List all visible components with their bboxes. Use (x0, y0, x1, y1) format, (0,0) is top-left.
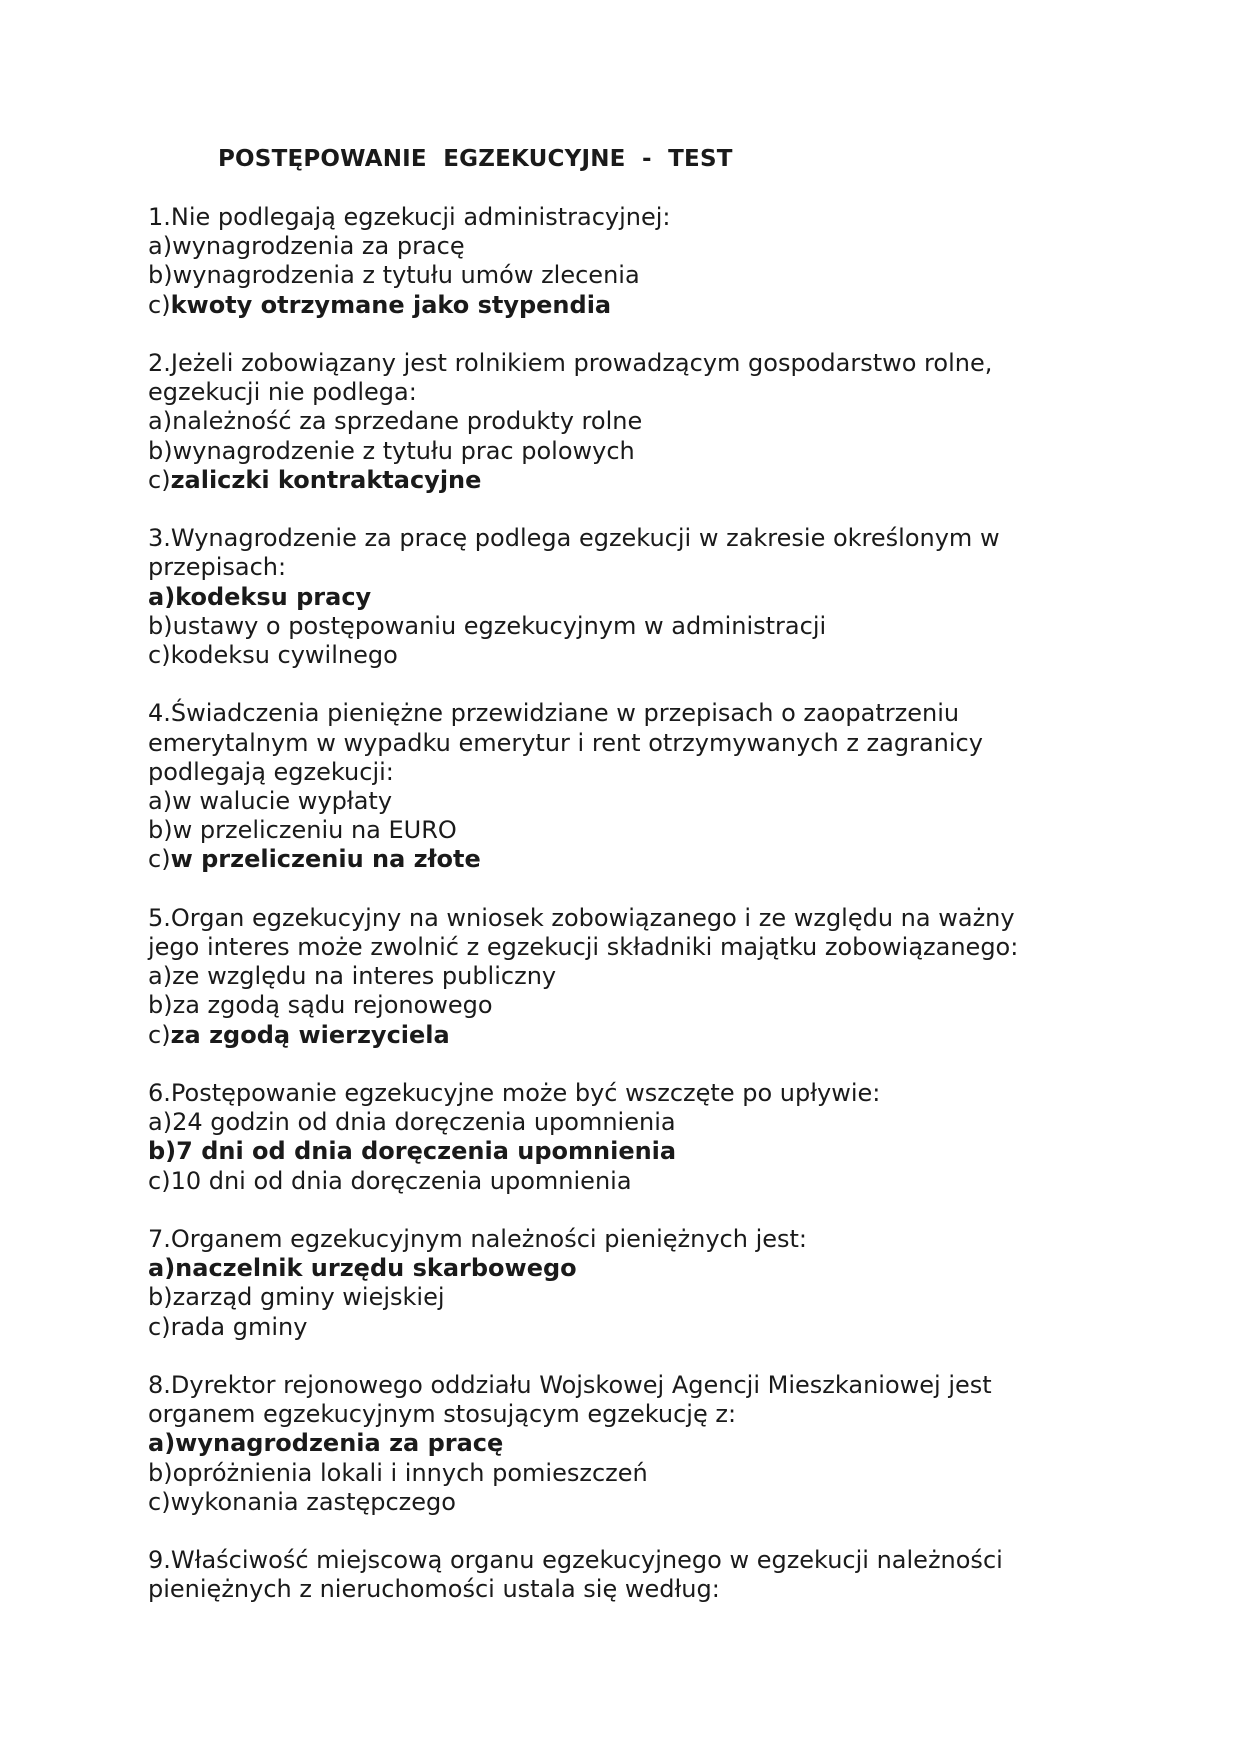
option-text: kwoty otrzymane jako stypendia (170, 290, 612, 319)
option-text: w przeliczeniu na EURO (172, 816, 457, 845)
answer-option (148, 787, 1098, 816)
option-letter: a) (148, 232, 173, 261)
option-text: 10 dni od dnia doręczenia upomnienia (170, 1166, 632, 1195)
answer-option (148, 407, 1098, 436)
answer-option (148, 1488, 1098, 1517)
option-text: za zgodą wierzyciela (170, 1020, 450, 1049)
answer-option (148, 991, 1098, 1020)
question-text: 7.Organem egzekucyjnym należności pieniężnych jest: (148, 1225, 808, 1254)
question-1 (148, 203, 1098, 320)
option-text: 24 godzin od dnia doręczenia upomnienia (172, 1108, 676, 1137)
answer-option (148, 612, 1098, 641)
option-letter: a) (148, 407, 173, 436)
option-text: wynagrodzenia za pracę (175, 1429, 504, 1458)
question-text: pieniężnych z nieruchomości ustala się według: (148, 1575, 720, 1604)
question-text: przepisach: (148, 553, 287, 582)
option-text: kodeksu cywilnego (170, 641, 398, 670)
question-text: emerytalnym w wypadku emerytur i rent otrzymywanych z zagranicy (148, 728, 983, 757)
option-letter: c) (148, 1312, 171, 1341)
question-text: 1.Nie podlegają egzekucji administracyjnej: (148, 203, 671, 231)
option-letter: a) (148, 787, 173, 816)
question-text: 8.Dyrektor rejonowego oddziału Wojskowej Agencji Mieszkaniowej jest (148, 1371, 992, 1400)
question-text: egzekucji nie podlega: (148, 378, 417, 407)
option-text: należność za sprzedane produkty rolne (172, 407, 643, 436)
question-3 (148, 524, 1098, 670)
answer-option (148, 1283, 1098, 1312)
answer-option (148, 1459, 1098, 1488)
option-letter: c) (148, 1166, 171, 1195)
option-text: ustawy o postępowaniu egzekucyjnym w administracji (172, 611, 827, 640)
answer-option-correct (148, 1254, 1098, 1283)
question-7 (148, 1225, 1098, 1342)
option-letter: c) (148, 1020, 171, 1049)
question-2 (148, 349, 1098, 495)
answer-option-correct (148, 1137, 1098, 1166)
question-list (148, 203, 1098, 1634)
question-text: 9.Właściwość miejscową organu egzekucyjnego w egzekucji należności (148, 1546, 1003, 1575)
option-letter: a) (148, 1254, 176, 1283)
answer-option (148, 641, 1098, 670)
option-text: 7 dni od dnia doręczenia upomnienia (176, 1137, 677, 1166)
question-6 (148, 1079, 1098, 1196)
option-letter: c) (148, 1487, 171, 1516)
option-text: kodeksu pracy (175, 582, 372, 611)
option-text: wykonania zastępczego (170, 1487, 456, 1516)
option-letter: c) (148, 290, 171, 319)
answer-option (148, 232, 1098, 261)
option-text: wynagrodzenie z tytułu prac polowych (172, 436, 635, 465)
option-letter: a) (148, 962, 173, 991)
answer-option (148, 816, 1098, 845)
answer-option (148, 1108, 1098, 1137)
answer-option (148, 437, 1098, 466)
answer-option (148, 1313, 1098, 1342)
document-title: POSTĘPOWANIE EGZEKUCYJNE - TEST (218, 146, 733, 172)
answer-option-correct (148, 1021, 1098, 1050)
option-letter: b) (148, 1283, 173, 1312)
question-text: 5.Organ egzekucyjny na wniosek zobowiązanego i ze względu na ważny (148, 903, 1015, 932)
option-letter: c) (148, 845, 171, 874)
option-text: w walucie wypłaty (172, 787, 393, 816)
answer-option-correct (148, 466, 1098, 495)
option-text: zaliczki kontraktacyjne (170, 465, 482, 494)
option-letter: c) (148, 641, 171, 670)
option-letter: a) (148, 1429, 176, 1458)
answer-option-correct (148, 583, 1098, 612)
option-letter: b) (148, 1458, 173, 1487)
option-letter: b) (148, 1137, 177, 1166)
option-letter: b) (148, 816, 173, 845)
option-letter: c) (148, 465, 171, 494)
question-8 (148, 1371, 1098, 1517)
option-letter: a) (148, 1108, 173, 1137)
option-text: za zgodą sądu rejonowego (172, 991, 493, 1020)
question-5 (148, 904, 1098, 1050)
question-4 (148, 699, 1098, 874)
answer-option (148, 1167, 1098, 1196)
option-letter: b) (148, 991, 173, 1020)
question-9 (148, 1546, 1098, 1604)
question-text: 2.Jeżeli zobowiązany jest rolnikiem prowadzącym gospodarstwo rolne, (148, 349, 993, 377)
option-letter: b) (148, 436, 173, 465)
answer-option (148, 261, 1098, 290)
option-letter: b) (148, 611, 173, 640)
question-text: 6.Postępowanie egzekucyjne może być wszczęte po upływie: (148, 1079, 881, 1108)
answer-option-correct (148, 1429, 1098, 1458)
option-text: ze względu na interes publiczny (172, 962, 557, 991)
answer-option-correct (148, 291, 1098, 320)
option-text: opróżnienia lokali i innych pomieszczeń (172, 1458, 648, 1487)
answer-option (148, 962, 1098, 991)
option-letter: a) (148, 582, 176, 611)
option-text: wynagrodzenia za pracę (172, 232, 465, 261)
answer-option-correct (148, 845, 1098, 874)
option-letter: b) (148, 261, 173, 290)
question-text: podlegają egzekucji: (148, 757, 394, 786)
question-text: jego interes może zwolnić z egzekucji składniki majątku zobowiązanego: (148, 933, 1019, 962)
option-text: wynagrodzenia z tytułu umów zlecenia (172, 261, 640, 290)
question-text: 3.Wynagrodzenie za pracę podlega egzekucji w zakresie określonym w (148, 524, 1000, 553)
question-text: organem egzekucyjnym stosującym egzekucję z: (148, 1400, 737, 1429)
option-text: naczelnik urzędu skarbowego (175, 1254, 577, 1283)
option-text: rada gminy (170, 1312, 308, 1341)
option-text: zarząd gminy wiejskiej (172, 1283, 445, 1312)
option-text: w przeliczeniu na złote (170, 845, 481, 874)
question-text: 4.Świadczenia pieniężne przewidziane w przepisach o zaopatrzeniu (148, 699, 960, 728)
